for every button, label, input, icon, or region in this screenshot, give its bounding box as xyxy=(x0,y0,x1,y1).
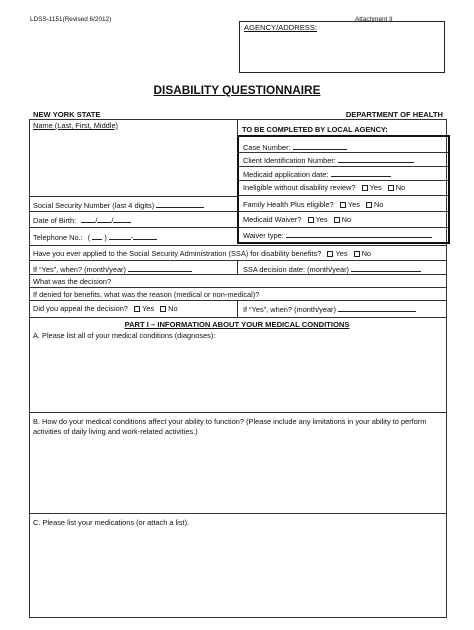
rule xyxy=(29,245,446,246)
ssa-when-row xyxy=(33,264,192,274)
ssa-yes-checkbox[interactable] xyxy=(327,251,333,257)
medicaid-date-field[interactable] xyxy=(331,169,391,177)
denied-label: If denied for benefits, what was the reason (medical or non-medical)? xyxy=(33,290,260,299)
answer-c-field[interactable] xyxy=(30,529,445,615)
dob-day-field[interactable] xyxy=(97,215,114,225)
waiver-type-field[interactable] xyxy=(286,230,432,238)
ssa-question: Have you ever applied to the Social Security Administration (SSA) for disability benefits? xyxy=(33,249,322,258)
form-id: LDSS-1151(Revised 6/2012) xyxy=(30,16,112,23)
yes-label: Yes xyxy=(315,215,328,224)
rule xyxy=(239,211,448,212)
tel-dash: - xyxy=(130,233,134,242)
rule xyxy=(29,196,237,197)
rule xyxy=(239,180,448,181)
ssn-label xyxy=(33,200,204,210)
rule xyxy=(29,211,237,212)
dob-label: Date of Birth: xyxy=(33,216,77,225)
ssa-when-label: If “Yes”, when? (month/year) xyxy=(33,265,126,274)
denied-field[interactable] xyxy=(260,289,440,299)
rule xyxy=(29,513,446,514)
fhp-label: Family Health Plus eligible? xyxy=(243,200,334,209)
yes-label: Yes xyxy=(141,304,155,313)
form-right-border xyxy=(446,119,447,617)
dob-separator: / xyxy=(95,216,98,225)
rule xyxy=(29,412,446,413)
form-left-border xyxy=(29,119,30,617)
no-label: No xyxy=(373,200,384,209)
question-c: C. Please list your medications (or attach a list). xyxy=(33,518,190,527)
answer-b-field[interactable] xyxy=(30,437,445,512)
telephone-label: Telephone No.: xyxy=(33,233,83,242)
tel-area-field[interactable] xyxy=(92,232,102,240)
rule xyxy=(29,287,446,288)
yes-label: Yes xyxy=(347,200,360,209)
dob-year-field[interactable] xyxy=(113,215,131,223)
dob-row xyxy=(33,215,131,225)
appeal-no-checkbox[interactable] xyxy=(160,306,166,312)
ssa-divider xyxy=(237,260,238,274)
appeal-when-field[interactable] xyxy=(338,304,416,312)
rule xyxy=(239,227,448,228)
rule xyxy=(239,152,448,153)
decision-label: What was the decision? xyxy=(33,277,112,286)
fhp-no-checkbox[interactable] xyxy=(366,202,372,208)
appeal-yes-checkbox[interactable] xyxy=(134,306,140,312)
client-id-label: Client Identification Number: xyxy=(243,156,336,165)
ssa-question-row xyxy=(33,249,371,258)
tel-close-paren: ) xyxy=(104,233,107,242)
ssn-label-text: Social Security Number (last 4 digits) xyxy=(33,201,155,210)
form-bottom-rule xyxy=(29,617,447,618)
tel-line-field[interactable] xyxy=(130,232,157,242)
waiver-no-checkbox[interactable] xyxy=(334,217,340,223)
waiver-type-row xyxy=(243,230,432,240)
no-label: No xyxy=(168,304,178,313)
question-a: A. Please list all of your medical conditions (diagnoses): xyxy=(33,331,216,340)
waiver-yes-checkbox[interactable] xyxy=(308,217,314,223)
rule xyxy=(29,227,237,228)
no-label: No xyxy=(341,215,352,224)
rule xyxy=(239,195,448,196)
ineligible-row xyxy=(243,183,405,192)
yes-label: Yes xyxy=(369,183,382,192)
rule xyxy=(29,317,446,318)
rule xyxy=(29,274,446,275)
department-label: DEPARTMENT OF HEALTH xyxy=(345,110,443,119)
rule xyxy=(239,166,448,167)
ssn-field[interactable] xyxy=(156,200,204,208)
appeal-when-row xyxy=(243,304,416,314)
client-id-row xyxy=(243,155,414,165)
page-title: DISABILITY QUESTIONNAIRE xyxy=(153,83,321,97)
telephone-row xyxy=(33,232,157,242)
case-number-label: Case Number: xyxy=(243,143,291,152)
medicaid-date-label: Medicaid application date: xyxy=(243,170,329,179)
no-label: No xyxy=(395,183,406,192)
ineligible-label: Ineligible without disability review? xyxy=(243,183,356,192)
appeal-row xyxy=(33,304,178,313)
fhp-yes-checkbox[interactable] xyxy=(340,202,346,208)
appeal-divider xyxy=(237,300,238,317)
answer-a-field[interactable] xyxy=(30,342,445,411)
dob-separator: / xyxy=(111,216,114,225)
waiver-label: Medicaid Waiver? xyxy=(243,215,302,224)
dob-month-field[interactable] xyxy=(81,215,98,225)
appeal-label: Did you appeal the decision? xyxy=(33,304,128,313)
case-number-row xyxy=(243,142,347,152)
ssa-decision-date-field[interactable] xyxy=(351,264,421,272)
client-id-field[interactable] xyxy=(338,155,414,163)
ssa-decision-date-row xyxy=(243,264,421,274)
waiver-type-label: Waiver type: xyxy=(243,231,284,240)
yes-label: Yes xyxy=(335,249,348,258)
name-label: Name (Last, First, Middle) xyxy=(33,121,119,130)
question-b: B. How do your medical conditions affect your ability to function? (Please include any limitations in your ability to perform activities of daily living and work-related activities.) xyxy=(33,417,427,436)
name-field[interactable] xyxy=(30,131,236,195)
ineligible-no-checkbox[interactable] xyxy=(388,185,394,191)
fhp-row xyxy=(243,200,383,209)
ssa-no-checkbox[interactable] xyxy=(354,251,360,257)
decision-field[interactable] xyxy=(150,276,440,286)
no-label: No xyxy=(361,249,372,258)
ssa-when-field[interactable] xyxy=(128,264,192,272)
local-agency-heading: TO BE COMPLETED BY LOCAL AGENCY: xyxy=(242,125,388,134)
ssa-decision-date-label: SSA decision date: (month/year) xyxy=(243,265,349,274)
medicaid-date-row xyxy=(243,169,391,179)
tel-open-paren: ( xyxy=(87,233,91,242)
state-label: NEW YORK STATE xyxy=(33,110,101,119)
waiver-row xyxy=(243,215,351,224)
case-number-field[interactable] xyxy=(293,142,347,150)
ineligible-yes-checkbox[interactable] xyxy=(362,185,368,191)
part1-heading: PART I – INFORMATION ABOUT YOUR MEDICAL CONDITIONS xyxy=(124,320,350,329)
appeal-when-label: If “Yes”, when? (month/year) xyxy=(243,305,336,314)
agency-address-label: AGENCY/ADDRESS: xyxy=(244,23,318,32)
attachment-label: Attachment II xyxy=(355,16,393,23)
tel-prefix-field[interactable] xyxy=(109,232,134,242)
